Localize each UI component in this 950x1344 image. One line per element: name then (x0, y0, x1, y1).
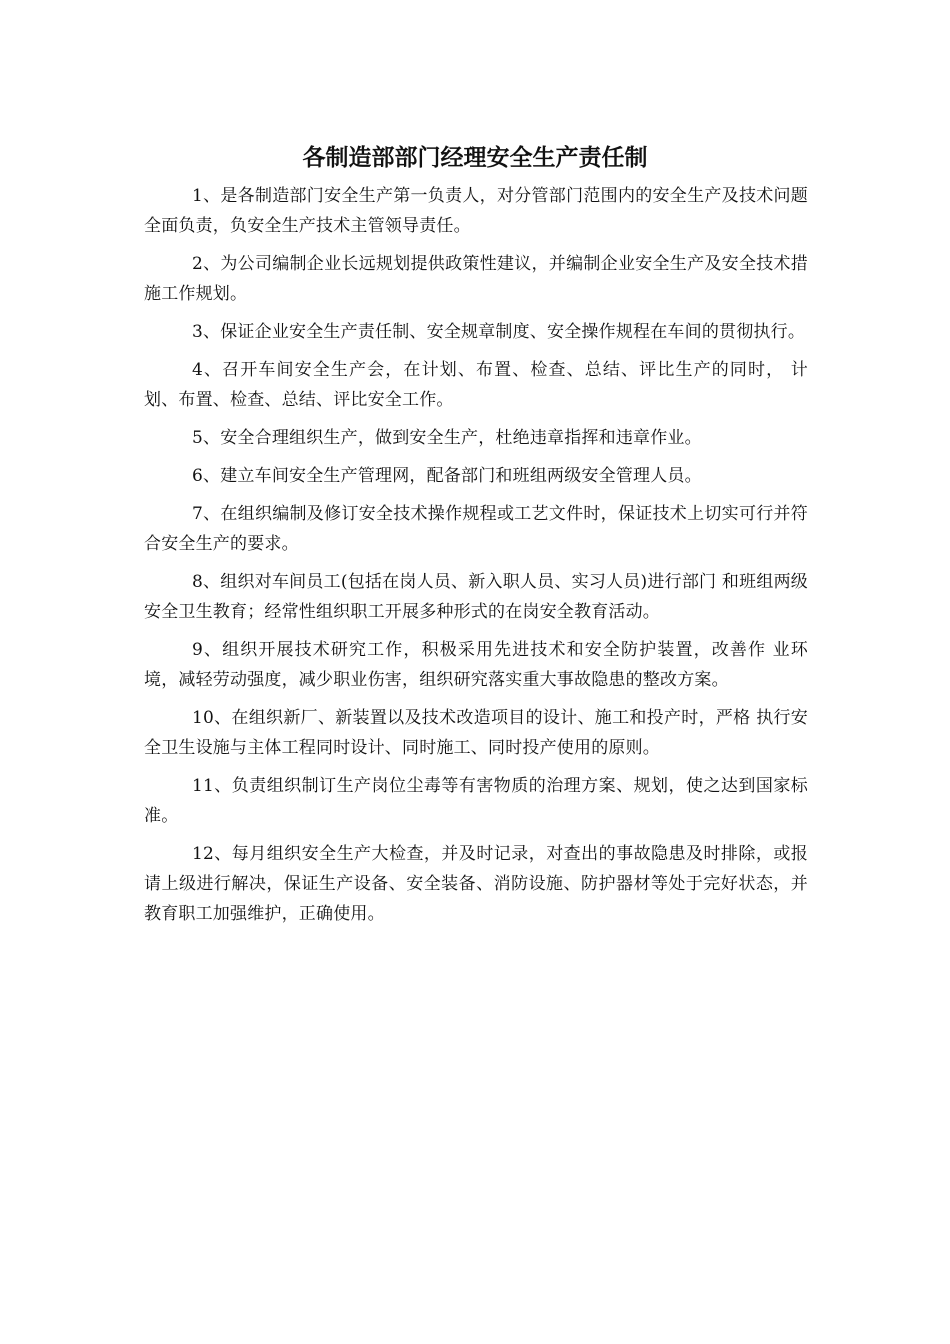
clause-1: 1、是各制造部门安全生产第一负责人，对分管部门范围内的安全生产及技术问题全面负责，负安全生产技术主管领导责任。 (144, 186, 808, 236)
clause-4: 4、召开车间安全生产会，在计划、布置、检查、总结、评比生产的同时， 计划、布置、检查、总结、评比安全工作。 (144, 360, 808, 410)
clause-11: 11、负责组织制订生产岗位尘毒等有害物质的治理方案、规划，使之达到国家标准。 (144, 776, 808, 826)
clause-8: 8、组织对车间员工(包括在岗人员、新入职人员、实习人员)进行部门 和班组两级安全卫生教育；经常性组织职工开展多种形式的在岗安全教育活动。 (144, 572, 808, 622)
document-title: 各制造部部门经理安全生产责任制 (302, 145, 648, 171)
clause-6: 6、建立车间安全生产管理网，配备部门和班组两级安全管理人员。 (192, 466, 702, 486)
clause-3: 3、保证企业安全生产责任制、安全规章制度、安全操作规程在车间的贯彻执行。 (192, 322, 806, 342)
clause-10: 10、在组织新厂、新装置以及技术改造项目的设计、施工和投产时，严格 执行安全卫生设施与主体工程同时设计、同时施工、同时投产使用的原则。 (144, 708, 808, 758)
clause-2: 2、为公司编制企业长远规划提供政策性建议，并编制企业安全生产及安全技术措施工作规划。 (144, 254, 808, 304)
clause-9: 9、组织开展技术研究工作，积极采用先进技术和安全防护装置，改善作 业环境，减轻劳动强度，减少职业伤害，组织研究落实重大事故隐患的整改方案。 (144, 640, 808, 690)
clause-5: 5、安全合理组织生产，做到安全生产，杜绝违章指挥和违章作业。 (192, 428, 702, 448)
clause-12: 12、每月组织安全生产大检查，并及时记录，对查出的事故隐患及时排除，或报请上级进行解决，保证生产设备、安全装备、消防设施、防护器材等处于完好状态，并教育职工加强维护，正确使用。 (144, 844, 808, 924)
clause-7: 7、在组织编制及修订安全技术操作规程或工艺文件时，保证技术上切实可行并符合安全生产的要求。 (144, 504, 808, 554)
document-body (144, 181, 808, 937)
